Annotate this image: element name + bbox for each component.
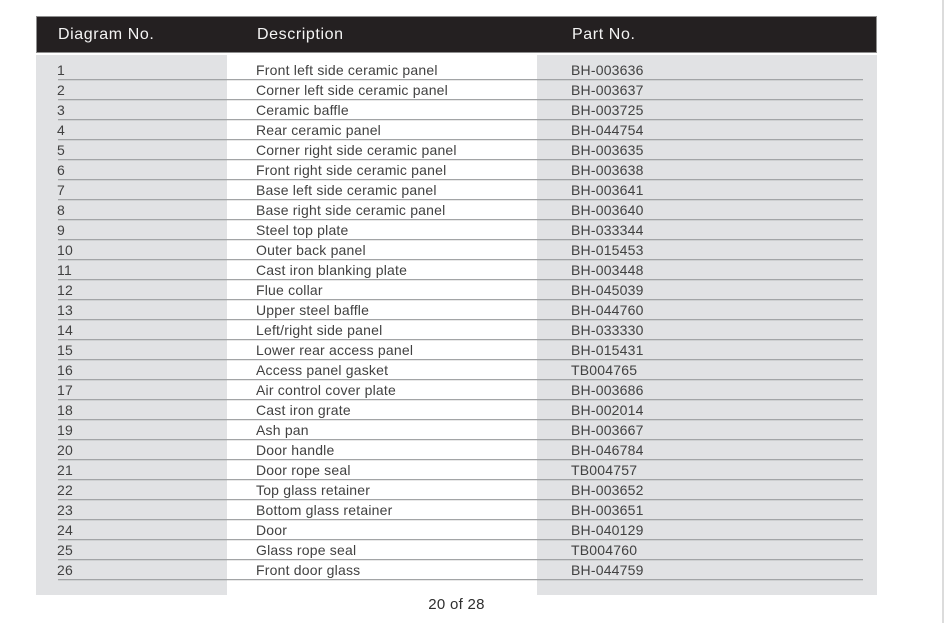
part-no-cell: BH-003686 bbox=[571, 382, 644, 398]
diagram-no-cell: 18 bbox=[57, 402, 73, 418]
description-cell: Base left side ceramic panel bbox=[256, 182, 437, 198]
diagram-no-cell: 6 bbox=[57, 162, 65, 178]
description-cell: Left/right side panel bbox=[256, 322, 383, 338]
part-no-cell: BH-044760 bbox=[571, 302, 644, 318]
table-row bbox=[36, 340, 877, 360]
description-cell: Corner right side ceramic panel bbox=[256, 142, 457, 158]
table-row bbox=[36, 460, 877, 480]
table-row bbox=[36, 560, 877, 580]
table-row bbox=[36, 160, 877, 180]
part-no-cell: BH-002014 bbox=[571, 402, 644, 418]
diagram-no-cell: 20 bbox=[57, 442, 73, 458]
description-cell: Cast iron blanking plate bbox=[256, 262, 408, 278]
table-row bbox=[36, 380, 877, 400]
part-no-cell: BH-044754 bbox=[571, 122, 644, 138]
part-no-cell: BH-003641 bbox=[571, 182, 644, 198]
diagram-no-cell: 5 bbox=[57, 142, 65, 158]
table-row bbox=[36, 240, 877, 260]
description-cell: Front right side ceramic panel bbox=[256, 162, 447, 178]
diagram-no-cell: 19 bbox=[57, 422, 73, 438]
description-cell: Front door glass bbox=[256, 562, 361, 578]
part-no-cell: BH-040129 bbox=[571, 522, 644, 538]
table-row bbox=[36, 300, 877, 320]
table-row bbox=[36, 520, 877, 540]
part-no-cell: BH-003637 bbox=[571, 82, 644, 98]
description-cell: Access panel gasket bbox=[256, 362, 389, 378]
part-no-cell: TB004760 bbox=[571, 542, 638, 558]
part-no-cell: BH-003667 bbox=[571, 422, 644, 438]
table-row bbox=[36, 80, 877, 100]
diagram-no-cell: 21 bbox=[57, 462, 73, 478]
column-header-diagram-no: Diagram No. bbox=[58, 25, 155, 43]
diagram-no-cell: 8 bbox=[57, 202, 65, 218]
part-no-cell: BH-033330 bbox=[571, 322, 644, 338]
table-row bbox=[36, 320, 877, 340]
part-no-cell: TB004757 bbox=[571, 462, 638, 478]
table-row bbox=[36, 220, 877, 240]
diagram-no-cell: 25 bbox=[57, 542, 73, 558]
description-cell: Lower rear access panel bbox=[256, 342, 414, 358]
table-row bbox=[36, 120, 877, 140]
table-row bbox=[36, 280, 877, 300]
diagram-no-cell: 12 bbox=[57, 282, 73, 298]
part-no-cell: BH-015453 bbox=[571, 242, 644, 258]
description-cell: Door handle bbox=[256, 442, 335, 458]
part-no-cell: BH-044759 bbox=[571, 562, 644, 578]
diagram-no-cell: 11 bbox=[57, 262, 72, 278]
diagram-no-cell: 2 bbox=[57, 82, 65, 98]
description-cell: Front left side ceramic panel bbox=[256, 62, 438, 78]
description-cell: Glass rope seal bbox=[256, 542, 357, 558]
description-cell: Outer back panel bbox=[256, 242, 366, 258]
description-cell: Upper steel baffle bbox=[256, 302, 370, 318]
table-row bbox=[36, 420, 877, 440]
description-cell: Ceramic baffle bbox=[256, 102, 349, 118]
part-no-cell: BH-045039 bbox=[571, 282, 644, 298]
diagram-no-cell: 1 bbox=[57, 62, 65, 78]
diagram-no-cell: 26 bbox=[57, 562, 73, 578]
diagram-no-cell: 24 bbox=[57, 522, 73, 538]
diagram-no-cell: 15 bbox=[57, 342, 73, 358]
table-row bbox=[36, 360, 877, 380]
description-cell: Corner left side ceramic panel bbox=[256, 82, 448, 98]
diagram-no-cell: 7 bbox=[57, 182, 65, 198]
table-row bbox=[36, 180, 877, 200]
description-cell: Rear ceramic panel bbox=[256, 122, 381, 138]
part-no-cell: BH-003725 bbox=[571, 102, 644, 118]
diagram-no-cell: 13 bbox=[57, 302, 73, 318]
diagram-no-cell: 4 bbox=[57, 122, 65, 138]
description-cell: Steel top plate bbox=[256, 222, 349, 238]
diagram-no-cell: 10 bbox=[57, 242, 73, 258]
diagram-no-cell: 16 bbox=[57, 362, 73, 378]
table-row bbox=[36, 200, 877, 220]
table-body bbox=[36, 55, 877, 595]
diagram-no-cell: 22 bbox=[57, 482, 73, 498]
description-cell: Ash pan bbox=[256, 422, 309, 438]
diagram-no-cell: 23 bbox=[57, 502, 73, 518]
column-header-description: Description bbox=[257, 25, 344, 43]
description-cell: Base right side ceramic panel bbox=[256, 202, 446, 218]
parts-table bbox=[36, 16, 877, 595]
diagram-no-cell: 9 bbox=[57, 222, 65, 238]
description-cell: Flue collar bbox=[256, 282, 323, 298]
part-no-cell: BH-003448 bbox=[571, 262, 644, 278]
table-row bbox=[36, 140, 877, 160]
table-row bbox=[36, 540, 877, 560]
table-row bbox=[36, 440, 877, 460]
table-header-row bbox=[36, 16, 877, 53]
description-cell: Bottom glass retainer bbox=[256, 502, 393, 518]
table-row bbox=[36, 480, 877, 500]
page-edge-line bbox=[942, 0, 944, 623]
page-indicator: 20 of 28 bbox=[428, 596, 485, 613]
part-no-cell: BH-003640 bbox=[571, 202, 644, 218]
part-no-cell: BH-003635 bbox=[571, 142, 644, 158]
description-cell: Top glass retainer bbox=[256, 482, 371, 498]
description-cell: Cast iron grate bbox=[256, 402, 351, 418]
part-no-cell: BH-003638 bbox=[571, 162, 644, 178]
part-no-cell: BH-003651 bbox=[571, 502, 644, 518]
diagram-no-cell: 14 bbox=[57, 322, 73, 338]
part-no-cell: BH-046784 bbox=[571, 442, 644, 458]
column-header-part-no: Part No. bbox=[572, 25, 636, 43]
diagram-no-cell: 3 bbox=[57, 102, 65, 118]
table-row bbox=[36, 100, 877, 120]
part-no-cell: BH-033344 bbox=[571, 222, 644, 238]
part-no-cell: BH-003652 bbox=[571, 482, 644, 498]
table-row bbox=[36, 60, 877, 80]
part-no-cell: TB004765 bbox=[571, 362, 638, 378]
table-row bbox=[36, 400, 877, 420]
table-row bbox=[36, 260, 877, 280]
description-cell: Door rope seal bbox=[256, 462, 351, 478]
description-cell: Door bbox=[256, 522, 288, 538]
description-cell: Air control cover plate bbox=[256, 382, 396, 398]
diagram-no-cell: 17 bbox=[57, 382, 73, 398]
part-no-cell: BH-003636 bbox=[571, 62, 644, 78]
table-row bbox=[36, 500, 877, 520]
part-no-cell: BH-015431 bbox=[571, 342, 644, 358]
